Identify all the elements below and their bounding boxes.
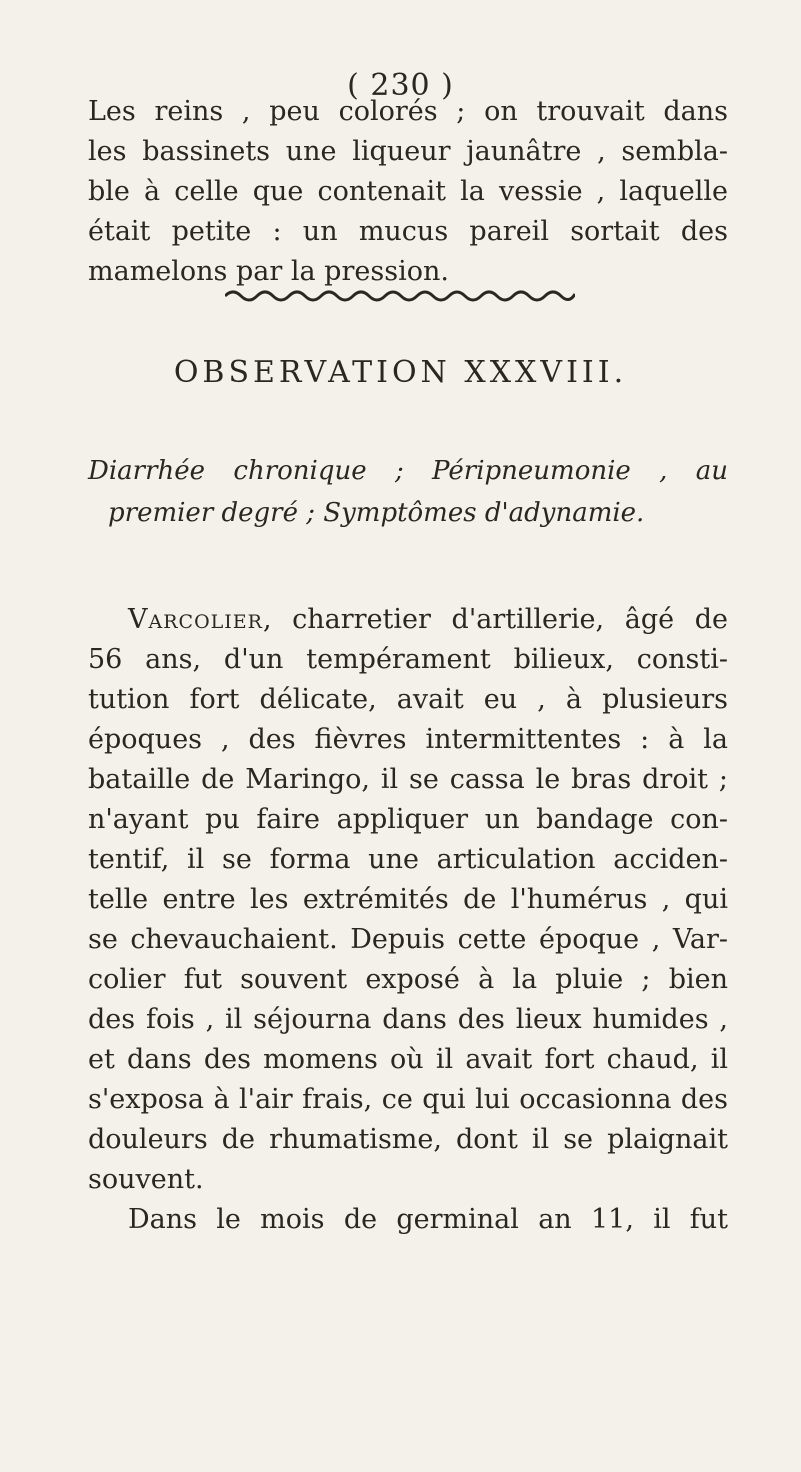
text-line	[88, 600, 728, 640]
text-line: douleurs de rhumatisme, dont il se plaignait	[88, 1124, 728, 1155]
observation-subtitle	[88, 450, 728, 534]
patient-name: Varcolier	[128, 604, 263, 635]
subtitle-line: premier degré ; Symptômes d'adynamie.	[108, 498, 645, 528]
text-line: tentif, il se forma une articulation acciden-	[88, 844, 728, 875]
text-line: Les reins , peu colorés ; on trouvait dans	[88, 96, 728, 127]
text-line: était petite : un mucus pareil sortait des	[88, 216, 728, 247]
text-line: tution fort délicate, avait eu , à plusieurs	[88, 684, 728, 715]
subtitle-line: Diarrhée chronique ; Péripneumonie , au	[88, 456, 728, 486]
observation-heading: OBSERVATION XXXVIII.	[173, 355, 628, 390]
text-line: souvent.	[88, 1164, 204, 1195]
text-line: époques , des fièvres intermittentes : à la	[88, 724, 728, 755]
ornament-divider	[225, 285, 575, 303]
text-fragment: , charretier d'artillerie, âgé de	[262, 604, 728, 635]
text-line: 56 ans, d'un tempérament bilieux, consti-	[88, 644, 728, 675]
text-line: telle entre les extrémités de l'humérus , qui	[88, 884, 728, 915]
text-line: les bassinets une liqueur jaunâtre , sembla-	[88, 136, 728, 167]
text-line: colier fut souvent exposé à la pluie ; bien	[88, 964, 728, 995]
text-line: et dans des momens où il avait fort chaud, il	[88, 1044, 728, 1075]
text-line: bataille de Maringo, il se cassa le bras droit ;	[88, 764, 728, 795]
text-line: mamelons par la pression.	[88, 256, 449, 287]
text-line: s'exposa à l'air frais, ce qui lui occasionna des	[88, 1084, 728, 1115]
text-line: n'ayant pu faire appliquer un bandage con-	[88, 804, 728, 835]
paragraph-kidneys	[88, 92, 728, 292]
text-line: Dans le mois de germinal an 11, il fut	[128, 1204, 728, 1235]
page-number: ( 230 )	[347, 68, 454, 103]
text-line: se chevauchaient. Depuis cette époque , Var-	[88, 924, 728, 955]
paragraph-case	[88, 600, 728, 1240]
text-line: ble à celle que contenait la vessie , laquelle	[88, 176, 728, 207]
text-line: des fois , il séjourna dans des lieux humides ,	[88, 1004, 728, 1035]
